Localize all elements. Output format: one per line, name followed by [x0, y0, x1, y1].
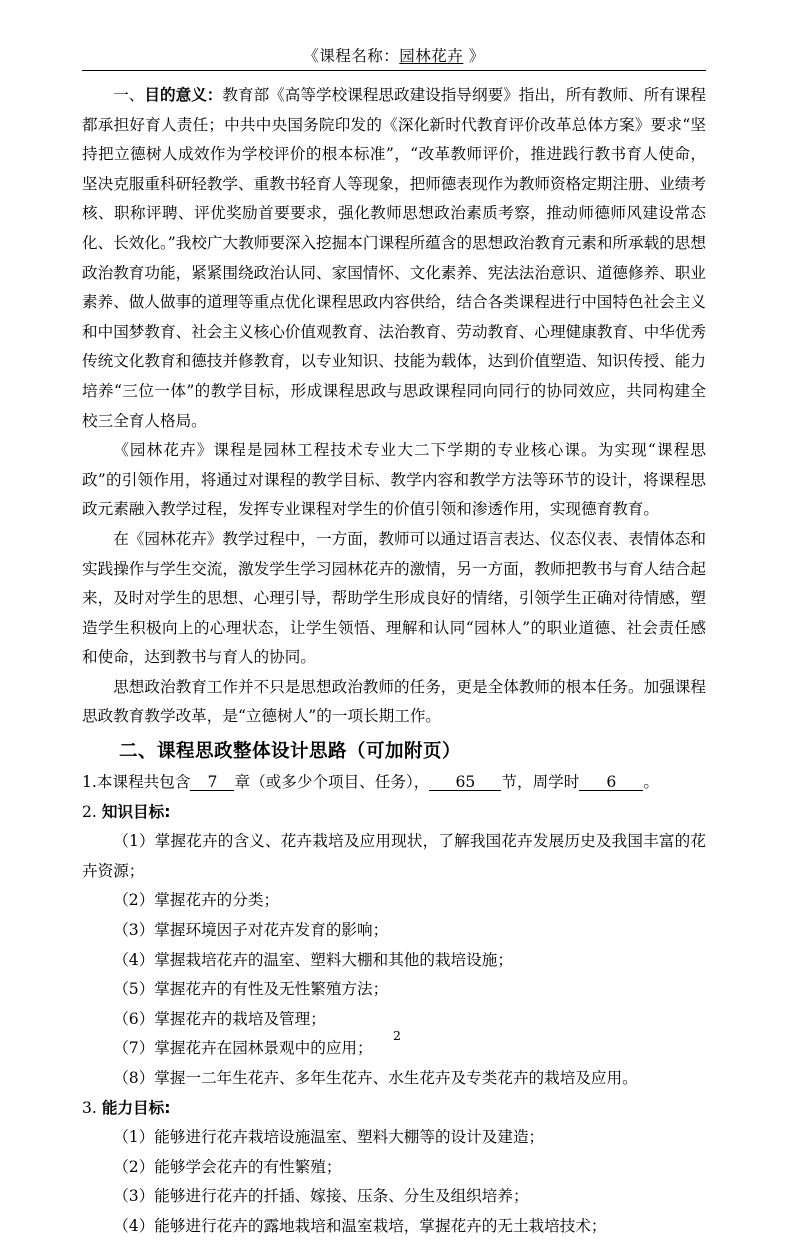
- chapters-blank-field[interactable]: 7: [190, 774, 234, 791]
- page-number: 2: [393, 1028, 401, 1043]
- item1-text-b: 章（或多少个项目、任务），: [234, 773, 430, 792]
- section-one-title: 目的意义：: [144, 85, 223, 104]
- header-prefix: 《课程名称：: [303, 47, 400, 65]
- knowledge-objectives-label-line: [82, 798, 706, 828]
- course-composition-line: [82, 768, 706, 798]
- list-item: （8）掌握一二年生花卉、多年生花卉、水生花卉及专类花卉的栽培及应用。: [113, 1069, 638, 1087]
- course-title-header: [82, 44, 706, 66]
- page-header: [82, 44, 706, 79]
- list-item: （6）掌握花卉的栽培及管理；: [113, 1009, 326, 1028]
- section-one-paragraph-3: 在《园林花卉》教学过程中，一方面，教师可以通过语言表达、仪态仪表、表情体态和实践操作与学生交流，激发学生学习园林花卉的激情，另一方面，教师把教书与育人结合起来，及时对学生的思想、心理引导，帮助学生形成良好的情绪，引领学生正确对待情感，塑造学生积极向上的心理状态，让学生领悟、理解和认同“园林人”的职业道德、社会责任感和使命，达到教书与育人的协同。: [82, 529, 706, 667]
- ability-objectives-label: 能力目标:: [101, 1098, 171, 1117]
- list-item: （4）掌握栽培花卉的温室、塑料大棚和其他的栽培设施；: [113, 950, 513, 969]
- list-item: （2）掌握花卉的分类；: [113, 891, 280, 910]
- item1-text-c: 节，周学时: [501, 773, 580, 792]
- section-one-number: 一、: [113, 86, 145, 104]
- section-one-paragraph-4: 思想政治教育工作并不只是思想政治教师的任务，更是全体教师的根本任务。加强课程思政教育教学改革，是“立德树人”的一项长期工作。: [82, 677, 706, 726]
- course-name-value: 园林花卉: [399, 47, 464, 65]
- item1-text-d: 。: [643, 773, 659, 792]
- list-item: （7）掌握花卉在园林景观中的应用；: [113, 1039, 373, 1058]
- header-divider: [82, 70, 706, 71]
- list-item: （5）掌握花卉的有性及无性繁殖方法；: [113, 980, 389, 999]
- list-item: （2）能够学会花卉的有性繁殖；: [113, 1157, 342, 1176]
- document-body: [82, 80, 706, 1242]
- list-item: （3）能够进行花卉的扦插、嫁接、压条、分生及组织培养；: [113, 1187, 529, 1206]
- section-one-paragraph-1-text: 教育部《高等学校课程思政建设指导纲要》指出，所有教师、所有课程都承担好育人责任；中共中央国务院印发的《深化新时代教育评价改革总体方案》要求“坚持把立德树人成效作为学校评价的根本标准”，“改革教师评价，推进践行教书育人使命，坚决克服重科研轻教学、重教书轻育人等现象，把师德表现作为教师资格定期注册、业绩考核、职称评聘、评优奖励首要要求，强化教师思想政治素质考察，推动师德师风建设常态化、长效化。”我校广大教师要深入挖掘本门课程所蕴含的思想政治教育元素和所承载的思想政治教育功能，紧紧围绕政治认同、家国情怀、文化素养、宪法法治意识、道德修养、职业素养、做人做事的道理等重点优化课程思政内容供给，结合各类课程进行中国特色社会主义和中国梦教育、社会主义核心价值观教育、法治教育、劳动教育、心理健康教育、中华优秀传统文化教育和德技并修教育，以专业知识、技能为载体，达到价值塑造、知识传授、能力培养“三位一体”的教学目标，形成课程思政与思政课程同向同行的协同效应，共同构建全校三全育人格局。: [82, 86, 706, 430]
- knowledge-objectives-label: 知识目标:: [101, 802, 171, 821]
- list-item: （1）能够进行花卉栽培设施温室、塑料大棚等的设计及建造；: [113, 1128, 545, 1147]
- list-item: （3）掌握环境因子对花卉发育的影响；: [113, 921, 389, 940]
- section-one-first-paragraph: [82, 80, 706, 436]
- item3-number: 3.: [82, 1098, 97, 1117]
- item2-number: 2.: [82, 802, 97, 821]
- list-item: （1）掌握花卉的含义、花卉栽培及应用现状，了解我国花卉发展历史及我国丰富的花卉资源；: [82, 832, 706, 880]
- sections-blank-field[interactable]: 65: [429, 774, 501, 791]
- ability-objectives-label-line: [82, 1094, 706, 1124]
- weekly-hours-blank-field[interactable]: 6: [579, 774, 643, 791]
- section-two-heading: 二、课程思政整体设计思路（可加附页）: [119, 741, 462, 763]
- section-one-paragraph-2: 《园林花卉》课程是园林工程技术专业大二下学期的专业核心课。为实现“课程思政”的引领作用，将通过对课程的教学目标、教学内容和教学方法等环节的设计，将课程思政元素融入教学过程，发挥专业课程对学生的价值引领和渗透作用，实现德育教育。: [82, 441, 706, 519]
- item1-text-a: 本课程共包含: [96, 773, 191, 792]
- item1-number: 1.: [82, 773, 97, 792]
- header-suffix: 》: [463, 47, 485, 65]
- list-item: （4）能够进行花卉的露地栽培和温室栽培，掌握花卉的无土栽培技术；: [113, 1216, 607, 1235]
